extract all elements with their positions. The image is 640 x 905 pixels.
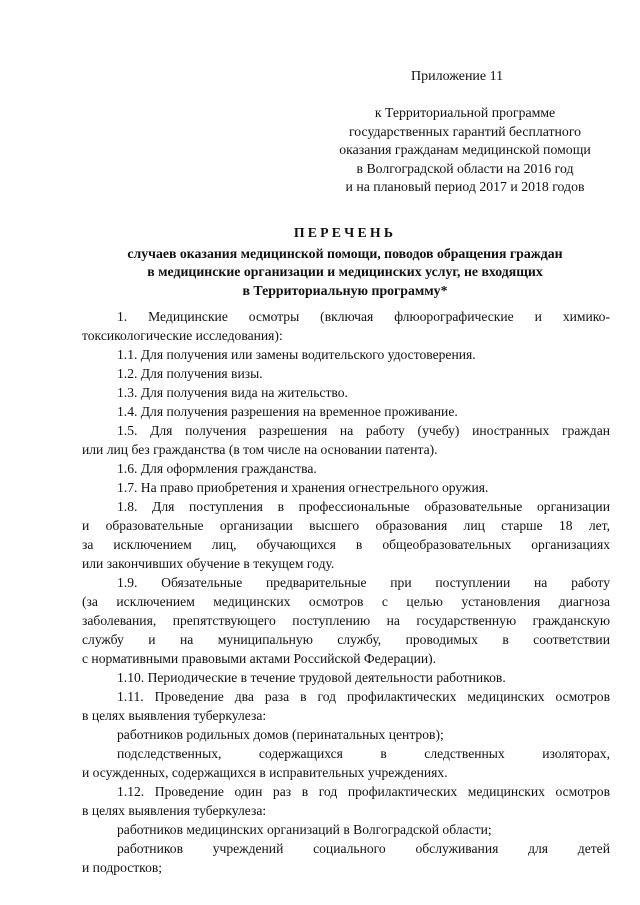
body-line: 1.3. Для получения вида на жительство. xyxy=(117,385,348,400)
heading-line: в медицинские организации и медицинских услуг, не входящих xyxy=(147,264,543,279)
body-line: 1.5. Для получения разрешения на работу (учебу) иностранных граждан xyxy=(117,423,610,438)
body-line: работников родильных домов (перинатальных центров); xyxy=(117,727,444,742)
annex-title: Приложение 11 xyxy=(411,69,504,84)
body-line: (за исключением медицинских осмотров с целью установления диагноза xyxy=(82,594,610,609)
body-line: с нормативными правовыми актами Российской Федерации). xyxy=(82,651,437,666)
body-line: подследственных, содержащихся в следственных изоляторах, xyxy=(117,746,610,761)
body-line: работников учреждений социального обслуживания для детей xyxy=(117,841,610,856)
body-line: заболевания, препятствующего поступлению на государственную гражданскую xyxy=(82,613,610,628)
body-line: или закончивших обучение в текущем году. xyxy=(82,556,335,571)
body-line: и образовательные организации высшего образования лиц старше 18 лет, xyxy=(82,518,610,533)
body-line: 1.12. Проведение один раз в год профилактических медицинских осмотров xyxy=(117,784,610,799)
body-line: 1.4. Для получения разрешения на временное проживание. xyxy=(117,404,458,419)
annex-line: в Волгоградской области на 2016 год xyxy=(356,160,574,176)
body-line: службу и на муниципальную службу, проводимых в соответствии xyxy=(82,632,610,647)
body-line: 1.1. Для получения или замены водительского удостоверения. xyxy=(117,347,476,362)
heading-title: ПЕРЕЧЕНЬ xyxy=(293,225,397,240)
body-line: 1.9. Обязательные предварительные при поступлении на работу xyxy=(117,575,610,590)
body-line: токсикологические исследования): xyxy=(82,328,283,343)
body-line: за исключением лиц, обучающихся в общеобразовательных организациях xyxy=(82,537,610,552)
body-line: 1.7. На право приобретения и хранения огнестрельного оружия. xyxy=(117,480,489,495)
annex-line: оказания гражданам медицинской помощи xyxy=(339,142,591,158)
body-line: или лиц без гражданства (в том числе на основании патента). xyxy=(82,442,438,457)
body-line: и осужденных, содержащихся в исправительных учреждениях. xyxy=(82,765,448,780)
body-line: 1.8. Для поступления в профессиональные образовательные организации xyxy=(117,499,610,514)
heading-line: случаев оказания медицинской помощи, поводов обращения граждан xyxy=(127,245,563,261)
body-line: 1. Медицинские осмотры (включая флюорографические и химико- xyxy=(117,309,610,324)
heading-line: в Территориальную программу* xyxy=(242,282,448,298)
body-line: 1.10. Периодические в течение трудовой деятельности работников. xyxy=(117,670,506,685)
annex-line: к Территориальной программе xyxy=(374,105,556,120)
body-line: в целях выявления туберкулеза: xyxy=(82,803,267,818)
document-heading xyxy=(80,224,610,300)
body-line: работников медицинских организаций в Волгоградской области; xyxy=(117,822,492,837)
body-line: и подростков; xyxy=(82,860,163,875)
body-line: 1.2. Для получения визы. xyxy=(117,366,263,381)
body-line: в целях выявления туберкулеза: xyxy=(82,708,267,723)
body-line: 1.6. Для оформления гражданства. xyxy=(117,461,317,476)
body-line: 1.11. Проведение два раза в год профилактических медицинских осмотров xyxy=(117,689,610,704)
annex-reference xyxy=(320,104,610,197)
annex-line: и на плановый период 2017 и 2018 годов xyxy=(345,179,585,195)
annex-line: государственных гарантий бесплатного xyxy=(348,123,582,139)
